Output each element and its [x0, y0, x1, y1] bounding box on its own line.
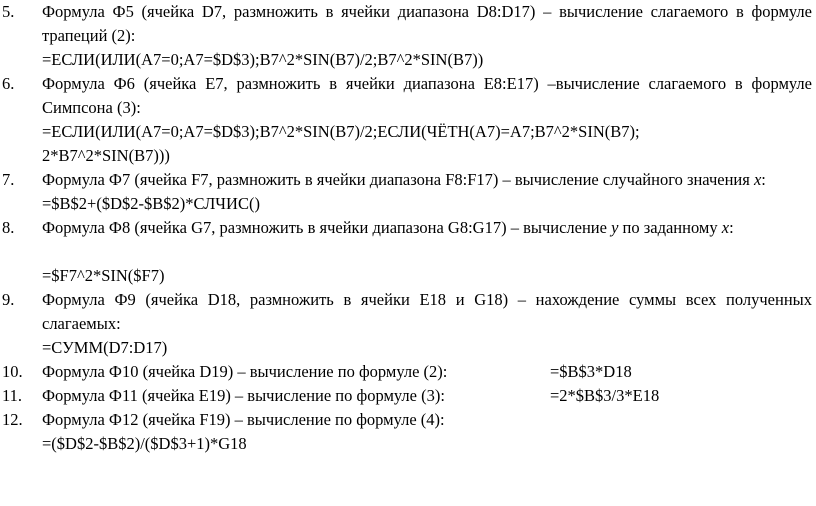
desc-text: : — [761, 170, 766, 189]
formula-line: =$F7^2*SIN($F7) — [42, 266, 165, 285]
list-item-6 — [0, 72, 816, 168]
formula-line: =СУММ(D7:D17) — [42, 338, 168, 357]
list-item-9 — [0, 288, 816, 360]
formula-inline: =2*$B$3/3*E18 — [550, 386, 660, 405]
item-description: Формула Ф12 (ячейка F19) – вычисление по формуле (4): — [42, 410, 445, 429]
item-number: 7. — [2, 170, 15, 189]
formula-line: =$B$2+($D$2-$B$2)*СЛЧИС() — [42, 194, 260, 213]
item-description: Формула Ф5 (ячейка D7, размножить в ячейки диапазона D8:D17) – вычисление слагаемого в формуле трапеций (2): — [42, 2, 812, 45]
variable-x: x — [753, 170, 762, 189]
desc-text: Формула Ф7 (ячейка F7, размножить в ячейки диапазона F8:F17) – вычисление случайного значения — [42, 170, 754, 189]
item-number: 8. — [2, 218, 15, 237]
desc-text: Формула Ф8 (ячейка G7, размножить в ячейки диапазона G8:G17) – вычисление — [42, 218, 612, 237]
item-number: 12. — [2, 410, 23, 429]
item-number: 6. — [2, 74, 15, 93]
formula-line: =($D$2-$B$2)/($D$3+1)*G18 — [42, 434, 247, 453]
formula-inline: =$B$3*D18 — [550, 362, 632, 381]
item-description: Формула Ф6 (ячейка E7, размножить в ячейки диапазона E8:E17) –вычисление слагаемого в формуле Симпсона (3): — [42, 74, 812, 117]
item-description — [42, 168, 812, 192]
variable-y: y — [611, 218, 619, 237]
desc-text: : — [729, 218, 734, 237]
list-item-12 — [0, 408, 816, 456]
item-number: 10. — [2, 362, 23, 381]
blank-line — [42, 240, 812, 264]
list-item-8 — [0, 216, 816, 288]
variable-x: x — [721, 218, 730, 237]
list-item-7 — [0, 168, 816, 216]
item-number: 11. — [2, 386, 23, 405]
desc-text: по заданному — [618, 218, 722, 237]
list-item-11 — [0, 384, 816, 408]
list-item-10 — [0, 360, 816, 384]
item-number: 5. — [2, 2, 15, 21]
item-description — [42, 216, 812, 240]
item-number: 9. — [2, 290, 15, 309]
formula-line: 2*B7^2*SIN(B7))) — [42, 146, 170, 165]
formula-line: =ЕСЛИ(ИЛИ(A7=0;A7=$D$3);B7^2*SIN(B7)/2;ЕСЛИ(ЧЁТН(A7)=A7;B7^2*SIN(B7); — [42, 122, 640, 141]
formula-line: =ЕСЛИ(ИЛИ(A7=0;A7=$D$3);B7^2*SIN(B7)/2;B7^2*SIN(B7)) — [42, 50, 484, 69]
item-description: Формула Ф10 (ячейка D19) – вычисление по формуле (2): — [42, 362, 448, 381]
list-item-5 — [0, 0, 816, 72]
item-description: Формула Ф9 (ячейка D18, размножить в ячейки E18 и G18) – нахождение суммы всех полученных слагаемых: — [42, 290, 812, 333]
item-description: Формула Ф11 (ячейка E19) – вычисление по формуле (3): — [42, 386, 445, 405]
